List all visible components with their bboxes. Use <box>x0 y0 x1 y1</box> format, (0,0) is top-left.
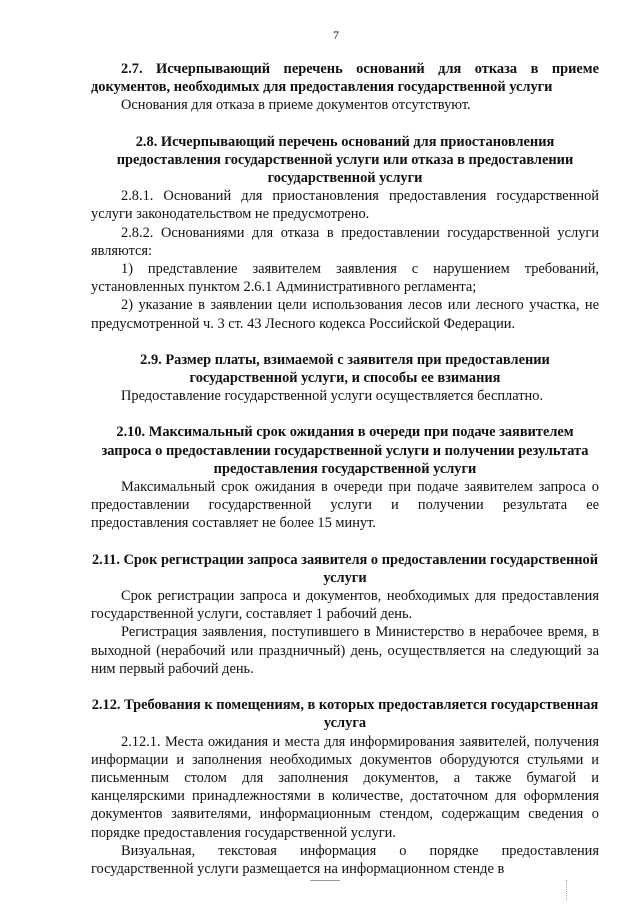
section-heading: 2.8. Исчерпывающий перечень оснований для приостановления предоставления государственной услуги или отказа в предоставлении государственной услуги <box>116 133 574 187</box>
section-heading: 2.11. Срок регистрации запроса заявителя о предоставлении государственной услуги <box>91 551 599 586</box>
section-heading: 2.12. Требования к помещениям, в которых предоставляется государственная услуга <box>91 697 599 732</box>
paragraph: 1) представление заявителем заявления с нарушением требований, установленных пунктом 2.6.1 Административного регламента; <box>91 261 599 296</box>
section-heading: 2.7. Исчерпывающий перечень оснований для отказа в приеме документов, необходимых для предоставления государственной услуги <box>91 61 599 96</box>
paragraph: Визуальная, текстовая информация о порядке предоставления государственной услуги размещается на информационном стенде в <box>91 842 599 877</box>
paragraph: Предоставление государственной услуги осуществляется бесплатно. <box>121 388 544 405</box>
paragraph: Основания для отказа в приеме документов отсутствуют. <box>121 97 471 114</box>
section-2-12 <box>91 696 599 878</box>
footer-line <box>310 880 340 881</box>
paragraph: 2.8.2. Основаниями для отказа в предоставлении государственной услуги являются: <box>91 224 599 259</box>
paragraph: Максимальный срок ожидания в очереди при подаче заявителем запроса о предоставлении государственной услуги и получении результата ее предоставления составляет не более 15 минут. <box>91 479 599 532</box>
section-2-10 <box>91 423 599 532</box>
paragraph: Срок регистрации запроса и документов, необходимых для предоставления государственной услуги, составляет 1 рабочий день. <box>91 588 599 623</box>
paragraph: 2.8.1. Оснований для приостановления предоставления государственной услуги законодательством не предусмотрено. <box>91 188 599 223</box>
paragraph: 2.12.1. Места ожидания и места для информирования заявителей, получения информации и заполнения необходимых документов оборудуются стульями и письменным столом для заполнения документов, а также бумагой и канцелярскими принадлежностями в количестве, достаточном для оформления документов заявителями, информационным стендом, содержащим сведения о порядке предоставления государственной услуги. <box>91 733 599 841</box>
section-heading: 2.9. Размер платы, взимаемой с заявителя при предоставлении государственной услуги, и способы ее взимания <box>140 351 550 387</box>
paragraph: 2) указание в заявлении цели использования лесов или лесного участка, не предусмотренной ч. 3 ст. 43 Лесного кодекса Российской Федерации. <box>91 297 599 332</box>
paragraph: Регистрация заявления, поступившего в Министерство в нерабочее время, в выходной (нерабочий или праздничный) день, осуществляется на следующий за ним первый рабочий день. <box>91 624 599 677</box>
document-body <box>91 60 599 878</box>
section-2-9 <box>91 351 599 406</box>
section-2-8 <box>91 133 599 333</box>
section-2-7 <box>91 60 599 115</box>
page-number: 7 <box>333 28 339 42</box>
section-2-11 <box>91 551 599 678</box>
section-heading: 2.10. Максимальный срок ожидания в очереди при подаче заявителем запроса о предоставлении государственной услуги и получении результата предоставления государственной услуги <box>101 424 589 477</box>
scan-artifact <box>566 880 571 900</box>
